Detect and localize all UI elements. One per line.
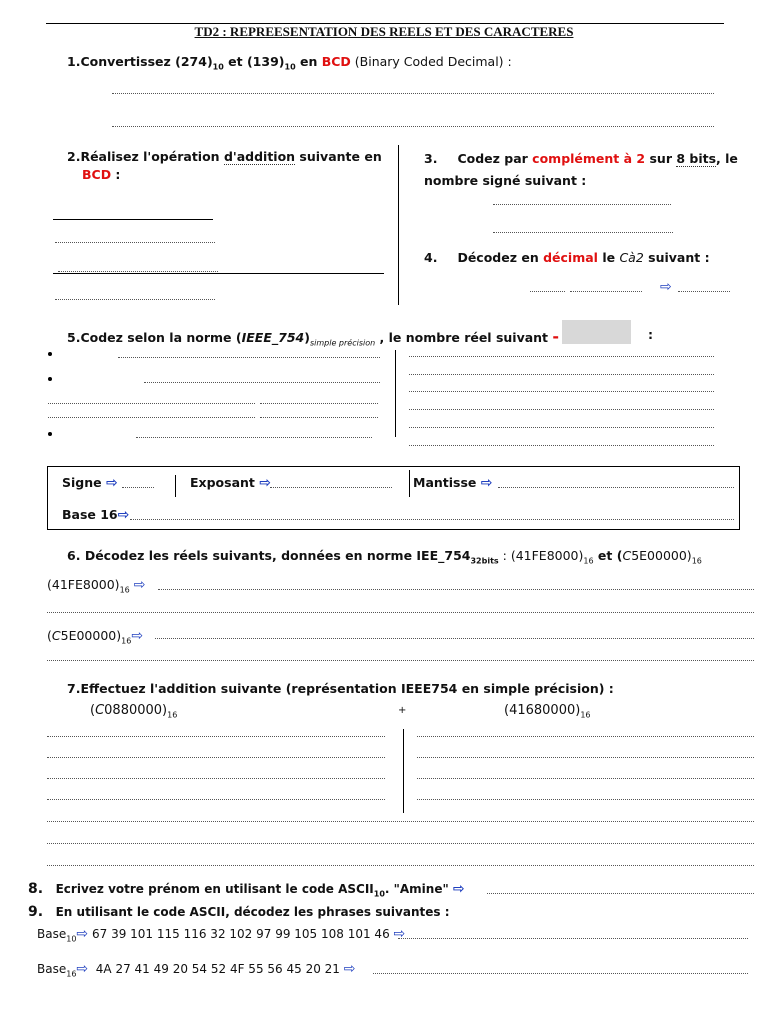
q7-line-5[interactable] [47,821,754,822]
q9-base10-arrow2-icon: ⇨ [393,926,406,942]
q1-text-b: et (139) [223,54,285,69]
q6-number: 6. [67,548,81,563]
q5-line-4b[interactable] [260,417,378,418]
q4-text-b: le [597,250,620,265]
q2-sum-line [53,273,384,274]
q7-left-a: ( [90,703,96,718]
q3-dotted-word: 8 bits [676,151,717,166]
q7-right-line-3[interactable] [417,778,754,779]
q6-text-b: : (41FE8000) [498,548,584,563]
q1-bcd: BCD [321,54,351,69]
q2-result[interactable] [55,299,215,300]
q7-line-7[interactable] [47,865,754,866]
question-8 [28,881,465,898]
q6-row-2-answer-2[interactable] [47,660,754,661]
q9-base16-arrow-icon: ⇨ [76,961,89,977]
q2-text-c: : [111,167,121,182]
q8-arrow-icon: ⇨ [452,881,465,897]
question-6 [67,548,767,566]
q5-line-4a[interactable] [48,417,255,418]
question-4 [424,250,710,265]
q9-base10-values: 67 39 101 115 116 32 102 97 99 105 108 101 46 [91,927,390,941]
q2-dotted-word: d'addition [223,149,296,164]
q6-row1-sub: 16 [119,585,130,595]
q7-left-sub: 16 [167,710,178,720]
q5-right-line-4[interactable] [409,409,714,410]
q5-line-2[interactable] [144,382,380,383]
box-divider-1 [175,475,176,497]
q5-minus: - [552,327,560,346]
q9-base16-arrow2-icon: ⇨ [343,961,356,977]
q6-row2-arrow-icon: ⇨ [131,628,144,644]
q9-base16-values: 4A 27 41 49 20 54 52 4F 55 56 45 20 21 [95,962,340,976]
q1-number: 1. [67,54,81,69]
q7-left-line-4[interactable] [47,799,385,800]
q5-italic: IEEE_754 [241,330,305,345]
q8-text-a: Ecrivez votre prénom en utilisant le code ASCII [55,882,374,896]
q1-sub-b: 10 [284,62,296,72]
bullet-1 [48,352,52,356]
q4-result[interactable] [678,291,730,292]
q2-top-line [53,219,213,220]
q7-left-line-2[interactable] [47,757,385,758]
base16-text: Base 16 [62,507,118,522]
q6-text-a: Décodez les réels suivants, données en norme IEE_754 [84,548,471,563]
q6-sub-b: 16 [583,556,594,566]
q9-base16-answer[interactable] [373,973,748,974]
base16-arrow-icon: ⇨ [117,507,130,523]
mantisse-arrow-icon: ⇨ [480,475,493,491]
q1-answer-line-1[interactable] [112,93,714,94]
q7-right-line-2[interactable] [417,757,754,758]
exposant-field[interactable] [270,487,392,488]
q9-number: 9. [28,904,44,920]
q1-text-a: Convertissez (274) [80,54,213,69]
q9-base10-row [37,926,405,943]
q7-right-text: (41680000) [504,703,581,718]
q4-input-1[interactable] [530,291,565,292]
q6-row1-arrow-icon: ⇨ [133,577,146,593]
q6-text-d: 5E00000) [631,548,692,563]
q3-line-2: nombre signé suivant : [424,173,587,188]
q9-base10-label: Base [37,927,67,941]
q3-red: complément à 2 [532,151,646,166]
question-1 [67,54,512,72]
q4-input-2[interactable] [570,291,642,292]
q2-text-b: suivante en [295,149,382,164]
q5-line-1[interactable] [118,357,380,358]
q9-base16-row [37,961,355,978]
exposant-label [190,475,271,491]
exposant-arrow-icon: ⇨ [259,475,271,491]
q6-sub-d: 16 [691,556,702,566]
q8-sub: 10 [373,889,385,899]
q7-left-b: 0880000) [104,703,168,718]
mantisse-label [413,475,493,491]
q7-left-line-1[interactable] [47,736,385,737]
q5-hidden-number [562,320,631,344]
q8-answer[interactable] [487,893,754,894]
q7-left-c: C [95,703,105,718]
base16-label [62,507,129,523]
mantisse-field[interactable] [498,487,734,488]
q7-right-sub: 16 [580,710,591,720]
q4-number: 4. [424,250,438,265]
page-title: TD2 : REPREESENTATION DES REELS ET DES CARACTERES [194,24,574,39]
q5-text-c: , le nombre réel suivant [375,330,553,345]
q7-left-line-3[interactable] [47,778,385,779]
signe-field[interactable] [122,487,154,488]
signe-text: Signe [62,475,102,490]
box-divider-2 [409,470,410,497]
q3-text-c: , le [716,151,738,166]
ieee-result-box [47,466,740,530]
q6-row1-text: (41FE8000) [47,577,120,592]
q3-answer-line-1[interactable] [493,204,671,205]
q7-plus: + [398,705,407,716]
q5-line-3b[interactable] [260,403,378,404]
signe-label [62,475,118,491]
q4-text-c: suivant : [643,250,710,265]
q5-line-3a[interactable] [48,403,255,404]
q7-right-line-4[interactable] [417,799,754,800]
exposant-text: Exposant [190,475,255,490]
q3-text-b: sur [645,151,677,166]
q7-number: 7. [67,681,81,696]
q6-row2-a: ( [47,628,52,643]
bullet-2 [48,377,52,381]
q2-bcd: BCD [82,167,112,182]
q9-text: En utilisant le code ASCII, décodez les phrases suivantes : [55,905,450,919]
q6-text-c: et ( [593,548,623,563]
q1-answer-line-2[interactable] [112,126,714,127]
q6-row-1-answer-2[interactable] [47,612,754,613]
q9-base10-arrow-icon: ⇨ [76,926,89,942]
question-7 [67,681,614,696]
q1-sub-a: 10 [212,62,224,72]
signe-arrow-icon: ⇨ [105,475,118,491]
q6-sub: 32bits [470,556,499,566]
q1-text-d: (Binary Coded Decimal) : [350,54,512,69]
q6-row-1-label [47,577,145,595]
q2-number: 2. [67,149,81,164]
q5-right-line-6[interactable] [409,445,714,446]
q8-text-b: . "Amine" [384,882,449,896]
q5-number: 5. [67,330,81,345]
q7-right-line-1[interactable] [417,736,754,737]
q8-number: 8. [28,881,44,897]
q6-italic-c: C [622,548,632,563]
q6-row2-c: C [51,628,61,643]
q6-row-2-label [47,628,143,646]
q4-arrow-icon: ⇨ [660,279,672,295]
q2-q3-divider [398,145,399,305]
question-9 [28,904,450,920]
q6-row-1-answer[interactable] [158,589,754,590]
q5-text-a: Codez selon la norme ( [80,330,242,345]
q9-base16-sub: 16 [66,969,77,979]
q4-text-a: Décodez en [457,250,544,265]
q6-row2-sub: 16 [121,636,132,646]
q7-line-6[interactable] [47,843,754,844]
q5-right-line-5[interactable] [409,427,714,428]
q7-text: Effectuez l'addition suivante (représentation IEEE754 en simple précision) : [80,681,614,696]
q5-divider [395,350,396,437]
q5-text-b: ) [304,330,310,345]
q7-right-operand [504,703,591,720]
q6-row2-b: 5E00000) [60,628,122,643]
mantisse-text: Mantisse [413,475,477,490]
q4-red: décimal [543,250,598,265]
q5-sub: simple précision [309,338,376,348]
q5-right-line-1[interactable] [409,356,714,357]
q2-text-a: Réalisez l'opération [80,149,224,164]
q1-text-c: en [295,54,322,69]
q9-base16-label: Base [37,962,67,976]
q6-row-2-answer[interactable] [155,638,754,639]
q2-operand-2[interactable] [58,271,218,272]
q5-colon: : [648,327,653,342]
q9-base10-answer[interactable] [398,938,748,939]
question-2 [67,148,387,184]
q4-italic: Cà2 [619,250,644,265]
q7-divider [403,729,404,813]
q5-right-line-3[interactable] [409,391,714,392]
q3-answer-line-2[interactable] [493,232,673,233]
q7-left-operand [90,703,177,720]
q3-number: 3. [424,151,438,166]
bullet-3 [48,432,52,436]
q2-operand-1[interactable] [55,242,215,243]
q5-line-5[interactable] [136,437,372,438]
q9-base10-sub: 10 [66,934,77,944]
q5-right-line-2[interactable] [409,374,714,375]
q3-text-a: Codez par [457,151,533,166]
base16-field[interactable] [130,519,734,520]
question-3 [424,148,744,192]
